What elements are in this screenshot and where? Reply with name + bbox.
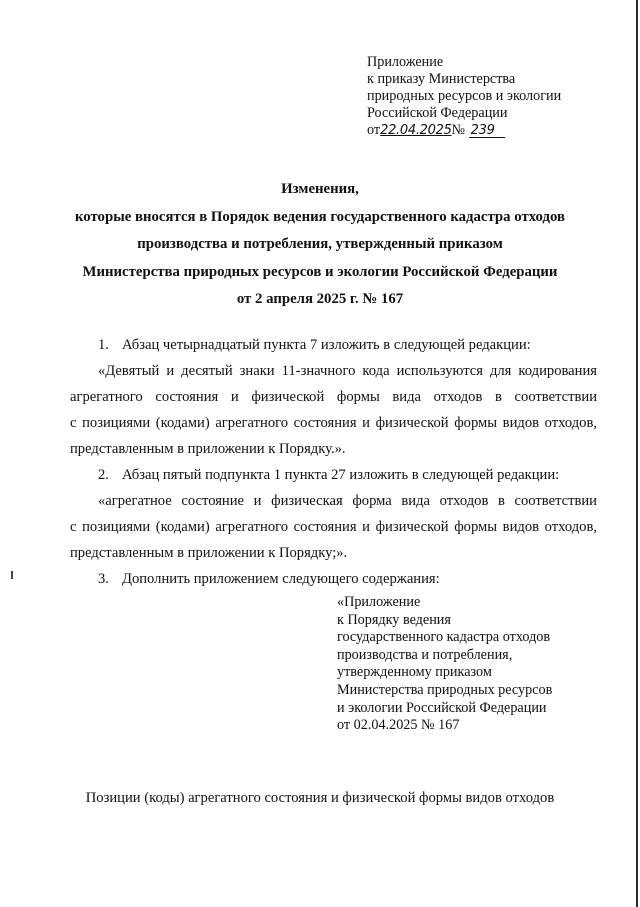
quoted-paragraph: [70, 488, 597, 566]
date-prefix: от: [367, 122, 381, 138]
paragraph-line: с позициями (кодами) агрегатного состояния и физической формы видов отходов,: [70, 519, 597, 535]
quoted-paragraph: [70, 358, 597, 462]
document-title: [0, 176, 640, 314]
appendix-line: к Порядку ведения: [337, 611, 451, 628]
list-item: [70, 332, 597, 358]
appendix-line: «Приложение: [337, 594, 421, 610]
title-line: Изменения,: [281, 181, 359, 197]
appendix-line: от 02.04.2025 № 167: [337, 717, 460, 734]
document-body: [70, 332, 597, 592]
item-number: 2.: [98, 467, 109, 483]
item-text: Дополнить приложением следующего содержания:: [122, 571, 440, 587]
paragraph-line: с позициями (кодами) агрегатного состояния и физической формы видов отходов,: [70, 415, 597, 431]
title-line: которые вносятся в Порядок ведения государственного кадастра отходов: [74, 208, 566, 225]
appendix-line: утвержденному приказом: [337, 664, 492, 681]
item-number: 3.: [98, 571, 109, 587]
title-line: от 2 апреля 2025 г. № 167: [236, 291, 404, 307]
item-text: Абзац пятый подпункта 1 пункта 27 изложить в следующей редакции:: [122, 467, 560, 483]
header-line: Приложение: [367, 54, 444, 70]
title-line: Министерства природных ресурсов и экологии Российской Федерации: [82, 263, 558, 280]
item-text: Абзац четырнадцатый пункта 7 изложить в следующей редакции:: [122, 337, 531, 353]
header-date-line: [367, 122, 627, 139]
paragraph-line: «агрегатное состояние и физическая форма вида отходов в соответствии: [98, 493, 597, 509]
list-item: [70, 462, 597, 488]
appendix-table-title: Позиции (коды) агрегатного состояния и физической формы видов отходов: [85, 790, 555, 806]
header-line: Российской Федерации: [367, 105, 508, 121]
scan-edge-shadow: [636, 0, 638, 907]
list-item: [70, 566, 597, 592]
header-line: к приказу Министерства: [367, 71, 516, 87]
appendix-line: Министерства природных ресурсов: [337, 681, 553, 698]
paragraph-line: агрегатного состояния и физической формы вида отходов в соответствии: [70, 389, 597, 405]
procedure-appendix-header: [337, 594, 597, 735]
scan-speck: [11, 571, 13, 579]
header-line: природных ресурсов и экологии: [367, 88, 562, 104]
paragraph-line: представленным в приложении к Порядку.».: [70, 441, 346, 457]
number-prefix: №: [451, 122, 466, 138]
handwritten-number: 239: [469, 124, 505, 138]
paragraph-line: представленным в приложении к Порядку;».: [70, 545, 348, 561]
appendix-line: государственного кадастра отходов: [337, 629, 551, 646]
item-number: 1.: [98, 337, 109, 353]
paragraph-line: «Девятый и десятый знаки 11-значного кода используются для кодирования: [98, 363, 597, 379]
handwritten-date: 22.04.2025: [380, 123, 452, 138]
order-appendix-header: [367, 54, 627, 139]
appendix-line: производства и потребления,: [337, 646, 513, 663]
appendix-line: и экологии Российской Федерации: [337, 699, 547, 716]
title-line: производства и потребления, утвержденный приказом: [137, 236, 503, 252]
